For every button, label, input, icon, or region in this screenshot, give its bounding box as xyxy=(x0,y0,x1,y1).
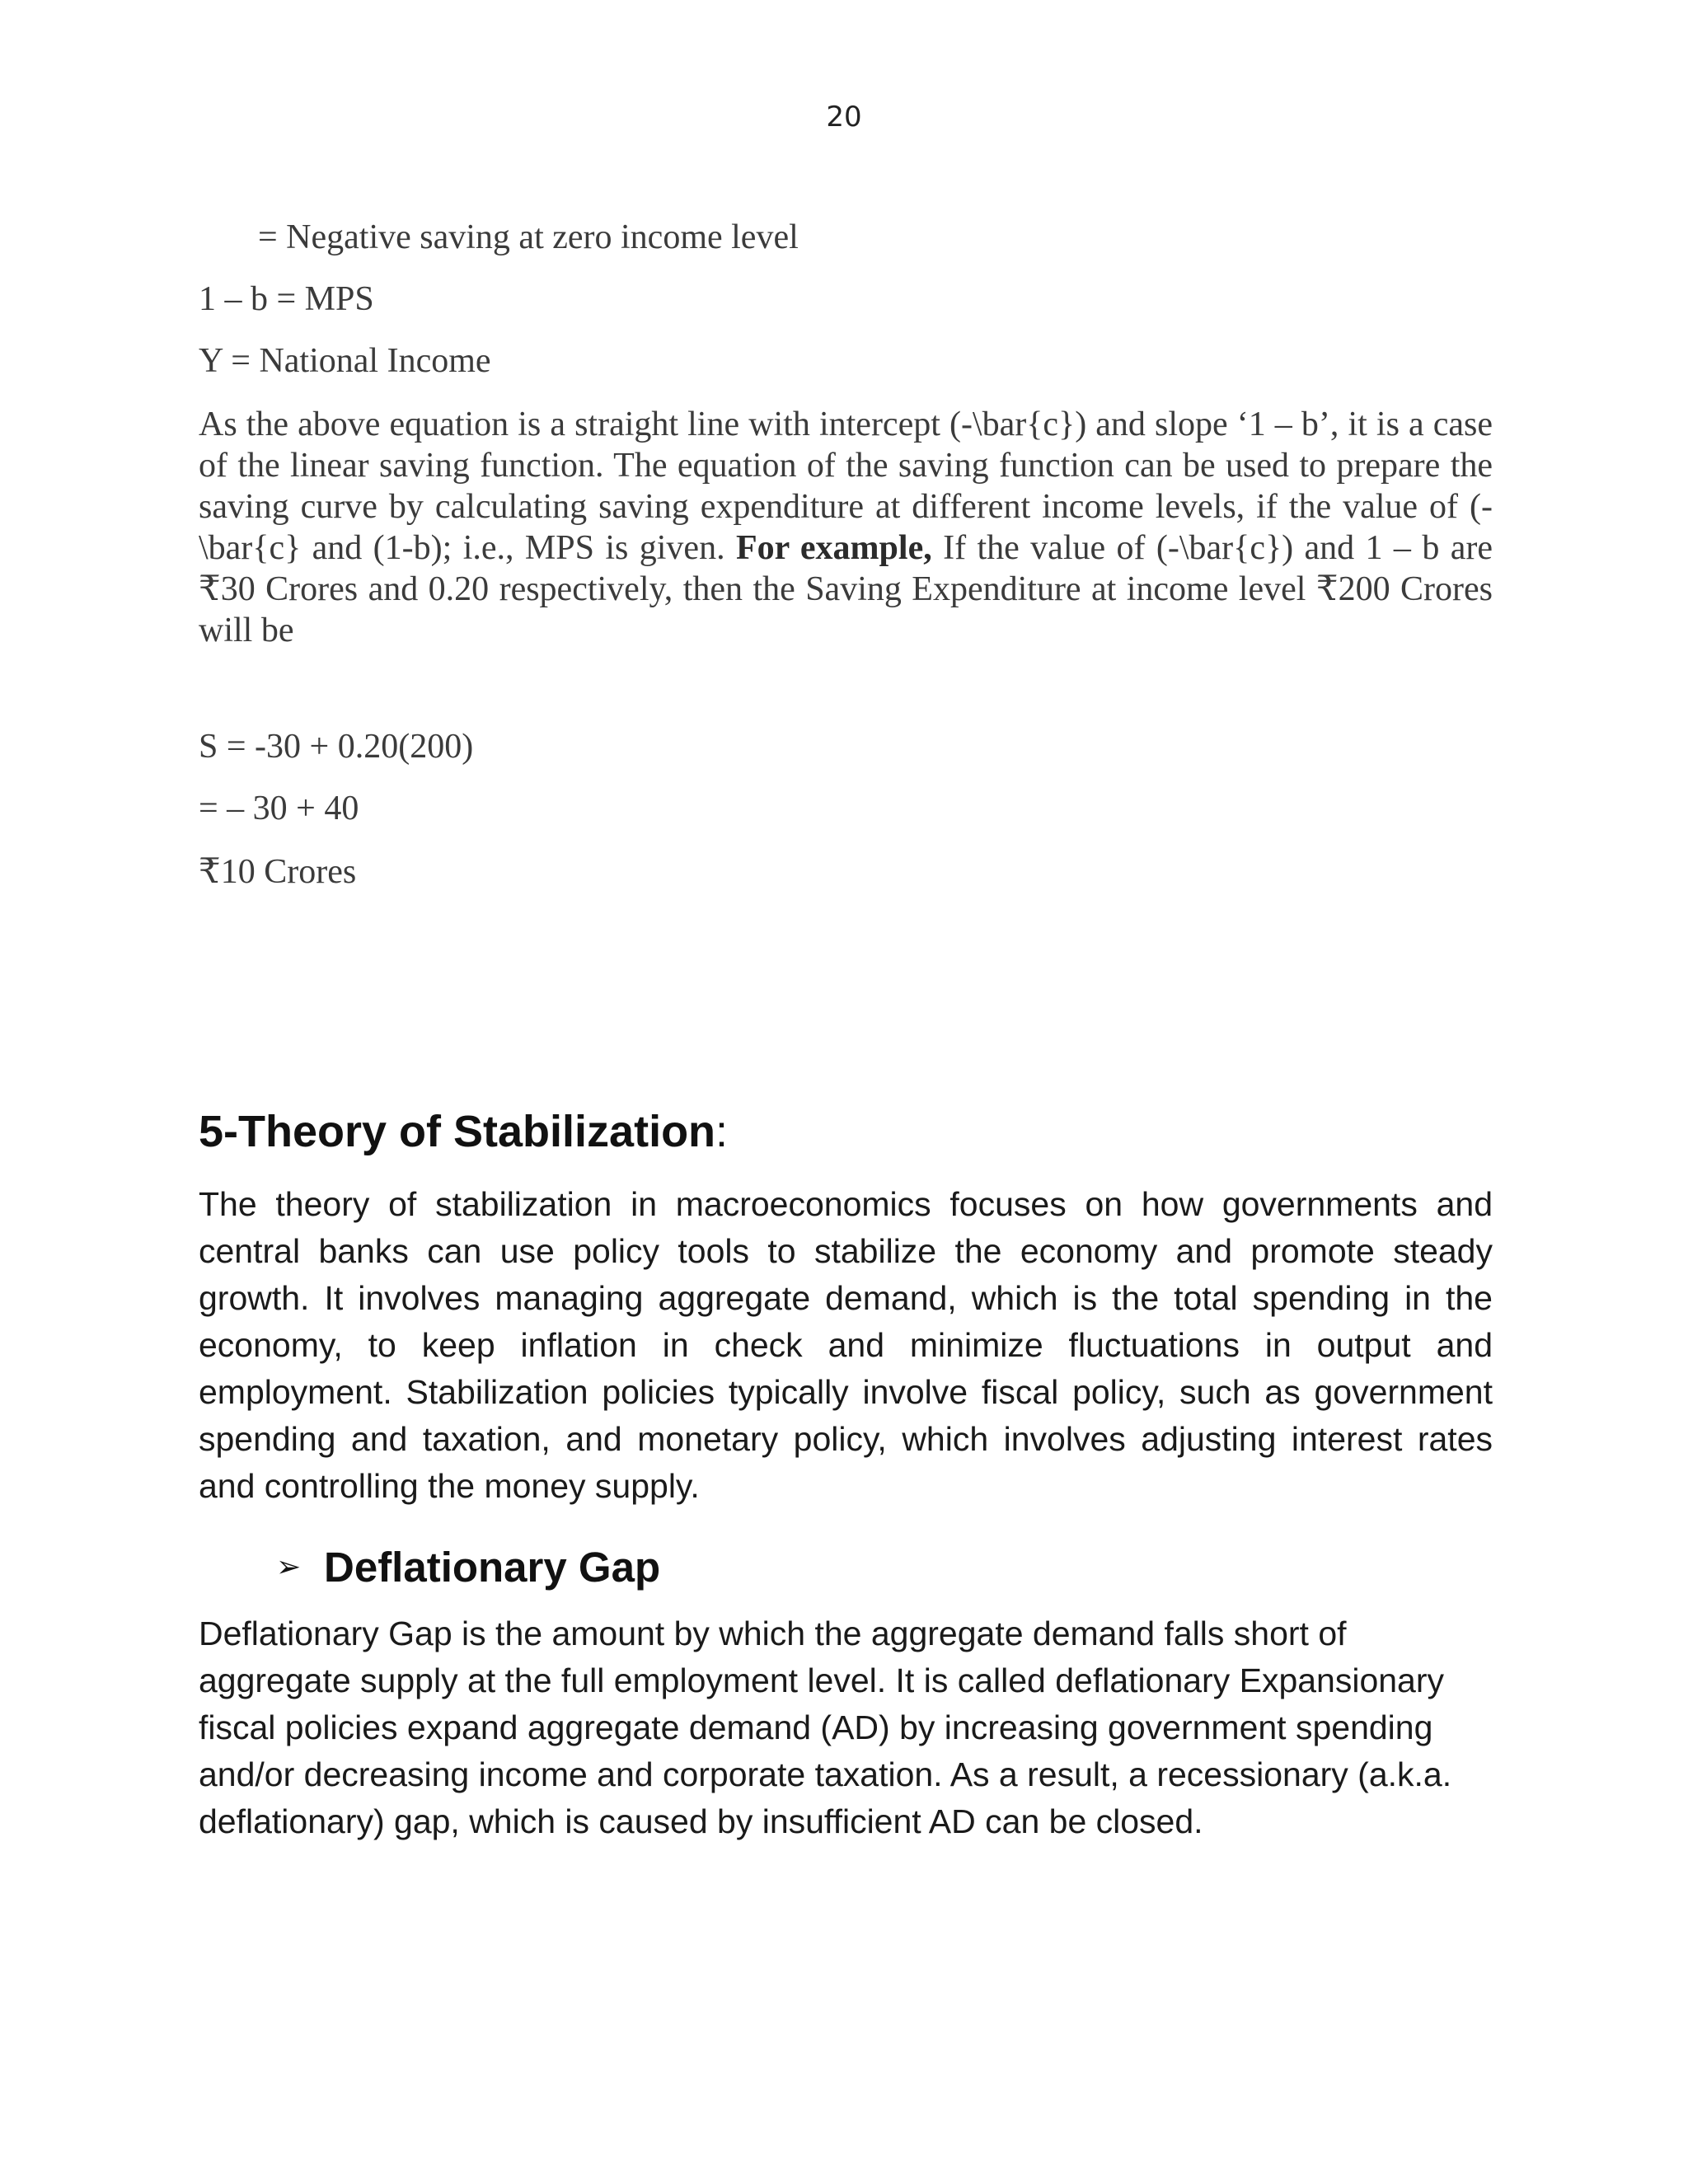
explanation-text-2: If the value of (-\bar{c}) and 1 – b are ₹30 Crores and 0.20 respectively, then the Saving Expenditure at income level ₹200 Crores will be xyxy=(199,529,1493,649)
calculation-step-2: = – 30 + 40 xyxy=(199,790,359,827)
calculation-result: ₹10 Crores xyxy=(199,853,357,891)
arrow-bullet-icon: ➢ xyxy=(276,1550,302,1584)
definition-national-income: Y = National Income xyxy=(199,342,491,380)
calculation-step-1: S = -30 + 0.20(200) xyxy=(199,728,474,766)
example-label: For example, xyxy=(735,529,932,567)
subsection-heading xyxy=(276,1543,660,1591)
section-paragraph: The theory of stabilization in macroeconomics focuses on how governments and central banks can use policy tools to stabilize the economy and promote steady growth. It involves managing aggregate demand, which is the total spending in the economy, to keep inflation in check and minimize fluctuations in output and employment. Stabilization policies typically involve fiscal policy, such as government spending and taxation, and monetary policy, which involves adjusting interest rates and controlling the money supply. xyxy=(199,1185,1493,1505)
explanation-text-1: As the above equation is a straight line with intercept (-\bar{c}) and slope ‘1 – b’, it is a case of the linear saving function. The equation of the saving function can be used to prepare the saving curve by calculating saving expenditure at different income levels, if the value of (-\bar{c} and (1-b); i.e., MPS is given. xyxy=(199,405,1493,567)
section-heading xyxy=(199,1106,728,1157)
subsection-paragraph: Deflationary Gap is the amount by which the aggregate demand falls short of aggregate supply at the full employment level. It is called deflationary Expansionary fiscal policies expand aggregate demand (AD) by increasing government spending and/or decreasing income and corporate taxation. As a result, a recessionary (a.k.a. deflationary) gap, which is caused by insufficient AD can be closed. xyxy=(199,1615,1452,1840)
section-title: 5-Theory of Stabilization xyxy=(199,1107,716,1156)
explanation-paragraph xyxy=(199,404,1493,651)
subsection-title: Deflationary Gap xyxy=(324,1544,661,1591)
section-title-colon: : xyxy=(715,1107,729,1156)
definition-negative-saving: = Negative saving at zero income level xyxy=(258,218,799,256)
page-number: 20 xyxy=(826,101,862,134)
definition-mps: 1 – b = MPS xyxy=(199,280,374,318)
